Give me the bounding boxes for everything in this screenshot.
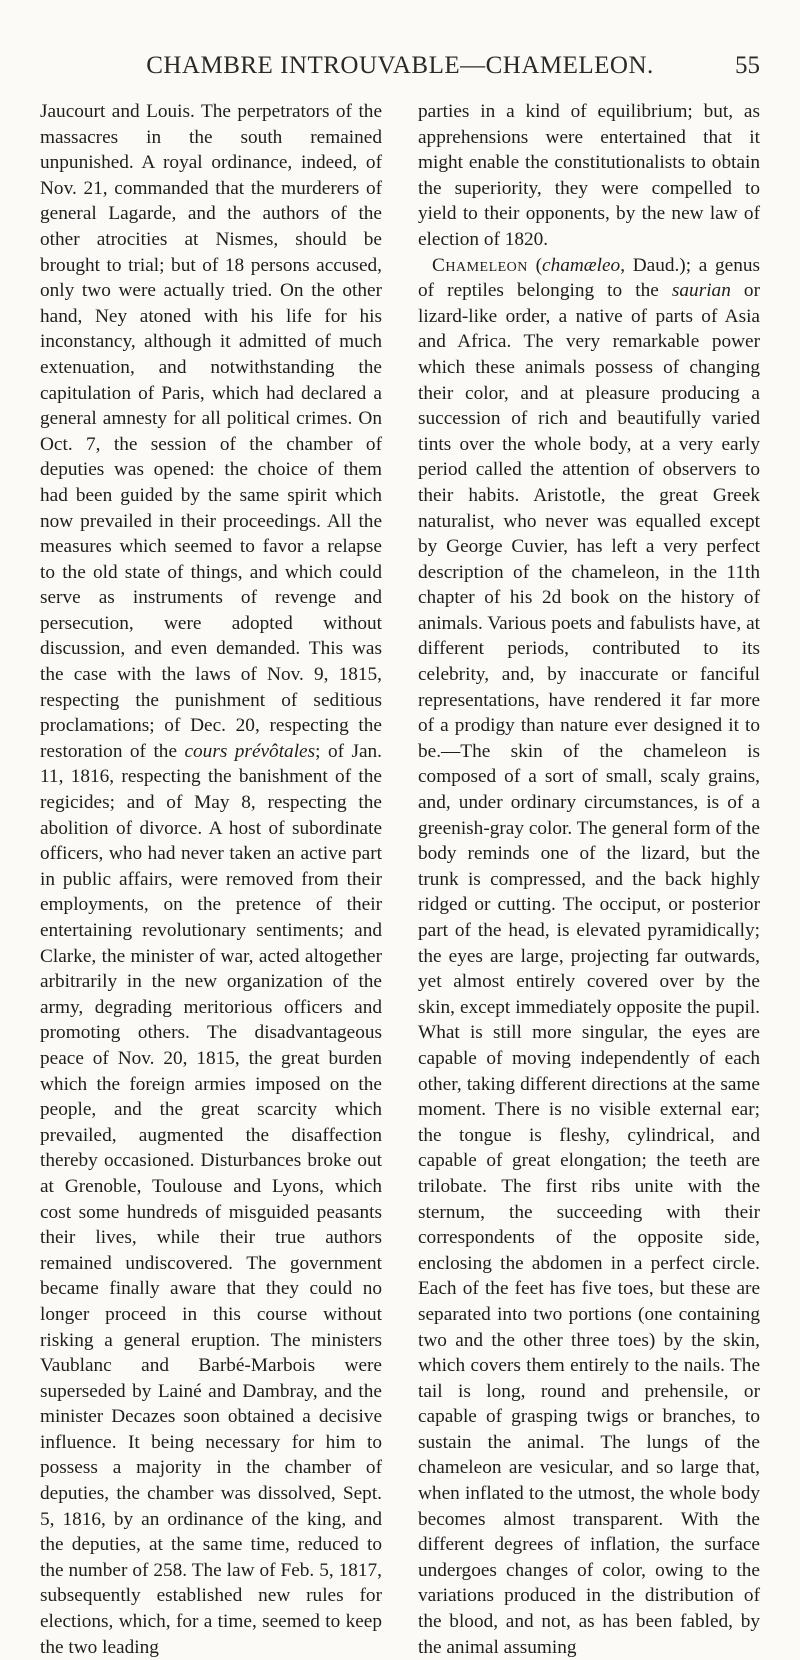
latin-name: chamæleo: [542, 254, 621, 276]
paragraph: parties in a kind of equilibrium; but, as apprehensions were entertained that it might enable the constitutionalists to obtain the superiority, they were compelled to yield to their opponents, by the new law of election of 1820.: [418, 101, 760, 250]
left-column: [40, 99, 382, 1660]
italic-term: saurian: [671, 280, 731, 302]
text-run: (: [527, 254, 543, 276]
running-title: CHAMBRE INTROUVABLE—CHAMELEON.: [146, 52, 654, 79]
text-run: ; of Jan. 11, 1816, respecting the banishment of the regicides; and of May 8, respecting the abolition of divorce. A host of subordinate officers, who had never taken an active part in public affairs, were removed from their employments, on the pretence of their entertaining revolutionary sentiments; and Clarke, the minister of war, acted altogether arbitrarily in the new organization of the army, degrading meritorious officers and promoting others. The disadvantageous peace of Nov. 20, 1815, the great burden which the foreign armies imposed on the people, and the great scarcity which prevailed, augmented the disaffection thereby occasioned. Disturbances broke out at Grenoble, Toulouse and Lyons, which cost some hundreds of misguided peasants their lives, while their true authors remained undiscovered. The government became finally aware that they could no longer proceed in this course without risking a general eruption. The ministers Vaublanc and Barbé-Marbois were superseded by Lainé and Dambray, and the minister Decazes soon obtained a decisive influence. It being necessary for him to possess a majority in the chamber of deputies, the chamber was dissolved, Sept. 5, 1816, by an ordinance of the king, and the deputies, at the same time, reduced to the number of 258. The law of Feb. 5, 1817, subsequently established new rules for elections, which, for a time, seemed to keep the two leading: [40, 740, 382, 1658]
paragraph: [40, 99, 382, 1660]
running-head: [40, 52, 760, 88]
text-run: Jaucourt and Louis. The perpetrators of the massacres in the south remained unpunished. A royal ordinance, indeed, of Nov. 21, commanded that the murderers of general Lagarde, and the authors of the other atrocities at Nismes, should be brought to trial; but of 18 persons accused, only two were actually tried. On the other hand, Ney atoned with his life for his inconstancy, although it admitted of much extenuation, and notwithstanding the capitulation of Paris, which had declared a general amnesty for all political crimes. On Oct. 7, the session of the chamber of deputies was opened: the choice of them had been guided by the same spirit which now prevailed in their proceedings. All the measures which seemed to favor a relapse to the old state of things, and which could serve as instruments of revenge and persecution, were adopted without discussion, and even demanded. This was the case with the laws of Nov. 9, 1815, respecting the punishment of seditious proclamations; of Dec. 20, respecting the restoration of the: [40, 101, 382, 762]
italic-term: cours prévôtales: [184, 740, 316, 762]
page-number: 55: [735, 52, 760, 79]
text-run: or lizard-like order, a native of parts of Asia and Africa. The very remarkable power which these animals possess of changing their color, and at pleasure producing a succession of rich and beautifully varied tints over the whole body, at a very early period called the attention of observers to their habits. Aristotle, the great Greek naturalist, who never was equalled except by George Cuvier, has left a very perfect description of the chameleon, in the 11th chapter of his 2d book on the history of animals. Various poets and fabulists have, at different periods, contributed to its celebrity, and, by inaccurate or fanciful representations, have rendered it far more of a prodigy than nature ever designed it to be.—The skin of the chameleon is composed of a sort of small, scaly grains, and, under ordinary circumstances, is of a greenish-gray color. The general form of the body reminds one of the lizard, but the trunk is compressed, and the back highly ridged or cutting. The occiput, or posterior part of the head, is elevated pyramidically; the eyes are large, projecting far outwards, yet almost entirely covered over by the skin, except immediately opposite the pupil. What is still more singular, the eyes are capable of moving independently of each other, taking different directions at the same moment. There is no visible external ear; the tongue is fleshy, cylindrical, and capable of great elongation; the teeth are trilobate. The first ribs unite with the sternum, the succeeding with their correspondents of the opposite side, enclosing the abdomen in a perfect circle. Each of the feet has five toes, but these are separated into two portions (one containing two and the other three toes) by the skin, which covers them entirely to the nails. The tail is long, round and prehensile, or capable of grasping twigs or branches, to sustain the animal. The lungs of the chameleon are vesicular, and so large that, when inflated to the utmost, the whole body becomes almost transparent. With the different degrees of inflation, the surface undergoes changes of color, owing to the variations produced in the distribution of the blood, and not, as has been fabled, by the animal assuming: [418, 280, 760, 1658]
entry-chameleon: [418, 253, 760, 1660]
entry-headword: Chameleon: [432, 254, 528, 276]
text-run: , Daud.); a genus of reptiles belonging to the: [418, 254, 760, 302]
right-column: [418, 99, 760, 1660]
